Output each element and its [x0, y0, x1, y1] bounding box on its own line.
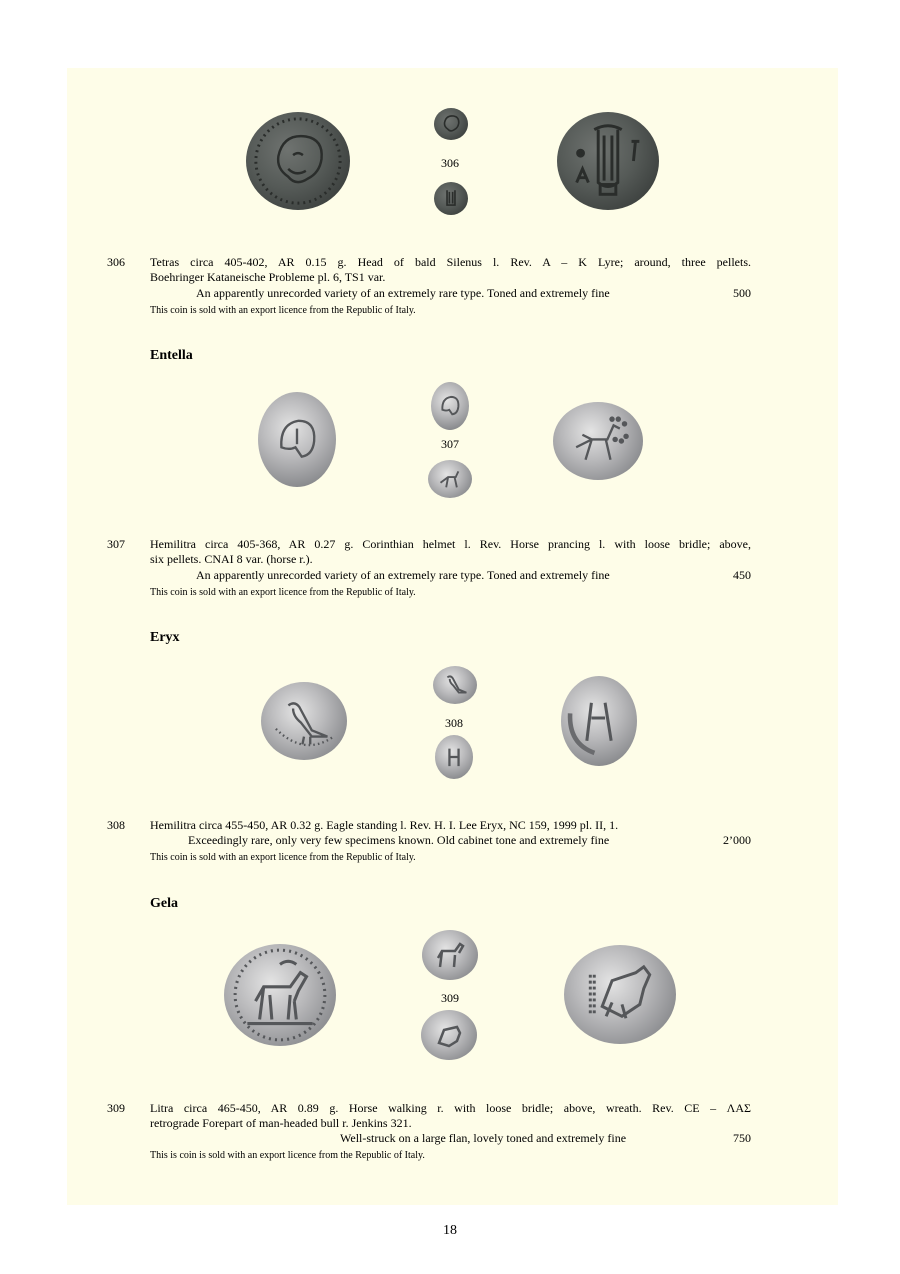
lot-306-description-line1: Tetras circa 405-402, AR 0.15 g. Head of bald Silenus l. Rev. A – K Lyre; around, three pellets. — [150, 255, 751, 269]
lot-308-price: 2’000 — [723, 833, 751, 847]
lot-307-export-note: This coin is sold with an export licence from the Republic of Italy. — [150, 587, 416, 598]
lot-306-price: 500 — [733, 286, 751, 300]
lot-309-description-line2: retrograde Forepart of man-headed bull r. Jenkins 321. — [150, 1116, 412, 1130]
lot-308-condition: Exceedingly rare, only very few specimens known. Old cabinet tone and extremely fine — [188, 833, 610, 847]
corinthian-helmet-small-icon — [431, 382, 469, 430]
lot-307-description-line2: six pellets. CNAI 8 var. (horse r.). — [150, 552, 313, 566]
lot-306-image-label: 306 — [441, 156, 459, 170]
walking-horse-small-icon — [422, 930, 478, 980]
walking-horse-icon — [224, 944, 336, 1046]
h-letter-small-icon — [435, 735, 473, 779]
section-heading-entella: Entella — [150, 348, 193, 363]
lot-306-condition: An apparently unrecorded variety of an extremely rare type. Toned and extremely fine — [196, 286, 610, 300]
lot-308-description-line1: Hemilitra circa 455-450, AR 0.32 g. Eagle standing l. Rev. H. I. Lee Eryx, NC 159, 1999 pl. II, 1. — [150, 818, 619, 832]
silenus-head-icon — [246, 112, 350, 210]
lot-309-number: 309 — [107, 1101, 125, 1115]
lot-306-number: 306 — [107, 255, 125, 269]
section-heading-eryx: Eryx — [150, 630, 180, 645]
eagle-icon — [261, 682, 347, 760]
lot-306-description-line2: Boehringer Kataneische Probleme pl. 6, TS1 var. — [150, 270, 386, 284]
man-headed-bull-icon — [564, 945, 676, 1044]
section-heading-gela: Gela — [150, 896, 178, 911]
lot-306-export-note: This coin is sold with an export licence from the Republic of Italy. — [150, 305, 416, 316]
lot-307-number: 307 — [107, 537, 125, 551]
lot-309-description-line1: Litra circa 465-450, AR 0.89 g. Horse walking r. with loose bridle; above, wreath. Rev. CE – ΛΑΣ — [150, 1101, 751, 1115]
lot-308-number: 308 — [107, 818, 125, 832]
corinthian-helmet-icon — [258, 392, 336, 487]
lot-307-description-line1: Hemilitra circa 405-368, AR 0.27 g. Corinthian helmet l. Rev. Horse prancing l. with loose bridle; above, — [150, 537, 751, 551]
lot-307-price: 450 — [733, 568, 751, 582]
lot-309-condition: Well-struck on a large flan, lovely toned and extremely fine — [340, 1131, 627, 1145]
lot-309-export-note: This is coin is sold with an export licence from the Republic of Italy. — [150, 1150, 425, 1161]
lot-308-image-label: 308 — [445, 716, 463, 730]
page-number: 18 — [443, 1223, 457, 1238]
lot-307-condition: An apparently unrecorded variety of an extremely rare type. Toned and extremely fine — [196, 568, 610, 582]
eagle-small-icon — [433, 666, 477, 704]
lyre-icon — [557, 112, 659, 210]
prancing-horse-small-icon — [428, 460, 472, 498]
prancing-horse-icon — [553, 402, 643, 480]
lot-309-price: 750 — [733, 1131, 751, 1145]
man-headed-bull-small-icon — [421, 1010, 477, 1060]
lyre-small-icon — [434, 182, 468, 215]
lot-309-image-label: 309 — [441, 991, 459, 1005]
silenus-head-small-icon — [434, 108, 468, 140]
h-letter-icon — [561, 676, 637, 766]
lot-308-export-note: This coin is sold with an export licence from the Republic of Italy. — [150, 852, 416, 863]
lot-307-image-label: 307 — [441, 437, 459, 451]
